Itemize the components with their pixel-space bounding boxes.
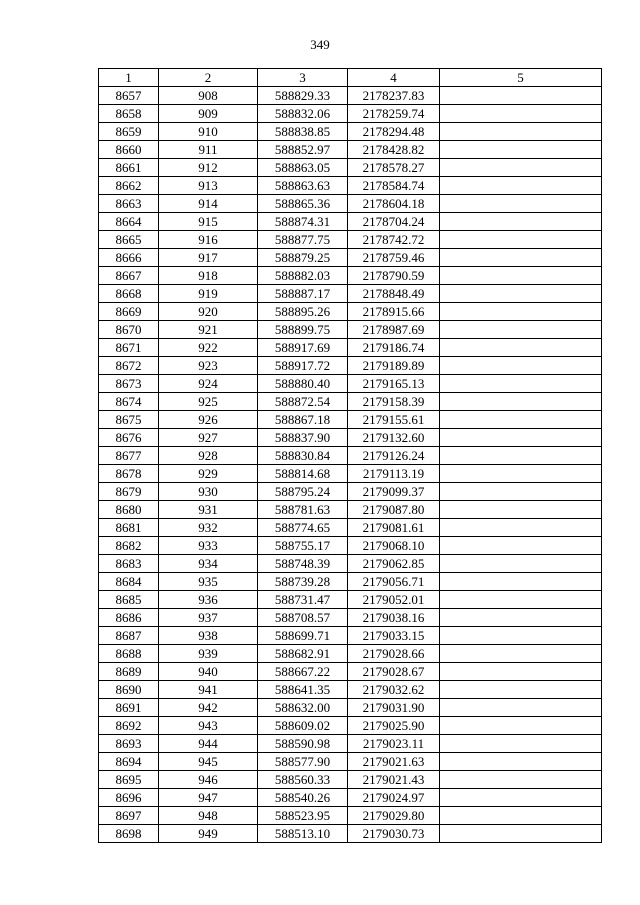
table-cell: 2179029.80 xyxy=(348,807,440,825)
table-cell xyxy=(440,393,602,411)
table-cell: 2179189.89 xyxy=(348,357,440,375)
table-cell: 8663 xyxy=(99,195,159,213)
table-cell: 8684 xyxy=(99,573,159,591)
table-cell: 8685 xyxy=(99,591,159,609)
table-cell: 2178704.24 xyxy=(348,213,440,231)
table-row xyxy=(99,483,602,501)
table-row xyxy=(99,591,602,609)
column-header: 2 xyxy=(159,69,258,87)
table-row xyxy=(99,177,602,195)
table-cell xyxy=(440,105,602,123)
table-cell: 927 xyxy=(159,429,258,447)
table-cell: 928 xyxy=(159,447,258,465)
table-row xyxy=(99,789,602,807)
table-cell: 8675 xyxy=(99,411,159,429)
table-cell: 8661 xyxy=(99,159,159,177)
column-header: 3 xyxy=(258,69,348,87)
table-row xyxy=(99,267,602,285)
table-cell: 588880.40 xyxy=(258,375,348,393)
table-cell: 941 xyxy=(159,681,258,699)
table-cell: 588882.03 xyxy=(258,267,348,285)
table-cell: 2178759.46 xyxy=(348,249,440,267)
table-cell xyxy=(440,303,602,321)
table-cell xyxy=(440,429,602,447)
table-cell: 588682.91 xyxy=(258,645,348,663)
table-cell: 588874.31 xyxy=(258,213,348,231)
table-cell: 8669 xyxy=(99,303,159,321)
table-row xyxy=(99,105,602,123)
table-cell: 588795.24 xyxy=(258,483,348,501)
table-row xyxy=(99,159,602,177)
table-cell: 930 xyxy=(159,483,258,501)
table-cell: 8674 xyxy=(99,393,159,411)
table-cell: 588872.54 xyxy=(258,393,348,411)
table-cell: 8679 xyxy=(99,483,159,501)
table-row xyxy=(99,735,602,753)
table-row xyxy=(99,285,602,303)
table-cell: 8690 xyxy=(99,681,159,699)
table-cell: 588609.02 xyxy=(258,717,348,735)
table-row xyxy=(99,195,602,213)
table-cell: 2178584.74 xyxy=(348,177,440,195)
table-cell: 588513.10 xyxy=(258,825,348,843)
table-cell: 2179062.85 xyxy=(348,555,440,573)
table-cell: 588837.90 xyxy=(258,429,348,447)
table-cell: 2178848.49 xyxy=(348,285,440,303)
table-cell: 8662 xyxy=(99,177,159,195)
table-cell: 588667.22 xyxy=(258,663,348,681)
table-cell: 912 xyxy=(159,159,258,177)
table-cell: 2179033.15 xyxy=(348,627,440,645)
table-cell xyxy=(440,663,602,681)
table-row xyxy=(99,825,602,843)
table-cell: 8678 xyxy=(99,465,159,483)
table-row xyxy=(99,321,602,339)
table-cell: 2179025.90 xyxy=(348,717,440,735)
table-row xyxy=(99,555,602,573)
table-cell: 923 xyxy=(159,357,258,375)
table-body xyxy=(99,87,602,843)
table-cell: 932 xyxy=(159,519,258,537)
table-cell: 588830.84 xyxy=(258,447,348,465)
table-cell: 8657 xyxy=(99,87,159,105)
table-row xyxy=(99,771,602,789)
table-cell: 2178915.66 xyxy=(348,303,440,321)
table-cell xyxy=(440,735,602,753)
table-row xyxy=(99,303,602,321)
table-cell: 2179113.19 xyxy=(348,465,440,483)
table-cell: 588832.06 xyxy=(258,105,348,123)
table-row xyxy=(99,627,602,645)
table-cell xyxy=(440,159,602,177)
table-cell: 2178742.72 xyxy=(348,231,440,249)
table-cell xyxy=(440,141,602,159)
table-cell: 8667 xyxy=(99,267,159,285)
table-cell: 8691 xyxy=(99,699,159,717)
table-cell: 2179056.71 xyxy=(348,573,440,591)
table-row xyxy=(99,447,602,465)
table-cell: 2179155.61 xyxy=(348,411,440,429)
table-cell: 909 xyxy=(159,105,258,123)
column-header: 4 xyxy=(348,69,440,87)
table-cell: 8666 xyxy=(99,249,159,267)
table-row xyxy=(99,87,602,105)
table-cell: 8687 xyxy=(99,627,159,645)
table-cell: 937 xyxy=(159,609,258,627)
table-cell: 8683 xyxy=(99,555,159,573)
table-cell: 922 xyxy=(159,339,258,357)
table-row xyxy=(99,213,602,231)
coordinates-table xyxy=(98,68,602,843)
table-cell xyxy=(440,717,602,735)
table-cell: 588708.57 xyxy=(258,609,348,627)
table-cell: 913 xyxy=(159,177,258,195)
table-cell: 8694 xyxy=(99,753,159,771)
table-cell: 588755.17 xyxy=(258,537,348,555)
table-cell xyxy=(440,627,602,645)
table-cell: 2178987.69 xyxy=(348,321,440,339)
table-cell: 2178790.59 xyxy=(348,267,440,285)
table-cell: 588899.75 xyxy=(258,321,348,339)
table-cell: 8692 xyxy=(99,717,159,735)
table-cell: 588879.25 xyxy=(258,249,348,267)
table-cell xyxy=(440,267,602,285)
table-cell: 8665 xyxy=(99,231,159,249)
table-cell: 917 xyxy=(159,249,258,267)
table-cell xyxy=(440,771,602,789)
table-cell: 8686 xyxy=(99,609,159,627)
table-cell xyxy=(440,555,602,573)
table-cell: 2179032.62 xyxy=(348,681,440,699)
table-cell: 8676 xyxy=(99,429,159,447)
column-header: 1 xyxy=(99,69,159,87)
table-cell xyxy=(440,807,602,825)
table-row xyxy=(99,681,602,699)
table-cell: 938 xyxy=(159,627,258,645)
table-cell: 2179021.63 xyxy=(348,753,440,771)
table-cell: 916 xyxy=(159,231,258,249)
table-cell: 934 xyxy=(159,555,258,573)
table-cell: 2179031.90 xyxy=(348,699,440,717)
table-cell xyxy=(440,339,602,357)
table-row xyxy=(99,753,602,771)
table-cell: 936 xyxy=(159,591,258,609)
table-row xyxy=(99,645,602,663)
table-cell: 8659 xyxy=(99,123,159,141)
table-cell: 2179081.61 xyxy=(348,519,440,537)
table-cell xyxy=(440,573,602,591)
table-cell xyxy=(440,123,602,141)
table-cell: 2179099.37 xyxy=(348,483,440,501)
table-cell xyxy=(440,375,602,393)
table-cell: 588852.97 xyxy=(258,141,348,159)
table-cell: 8668 xyxy=(99,285,159,303)
table-cell: 8698 xyxy=(99,825,159,843)
table-cell xyxy=(440,177,602,195)
table-cell: 588590.98 xyxy=(258,735,348,753)
table-cell: 935 xyxy=(159,573,258,591)
table-row xyxy=(99,393,602,411)
table-row xyxy=(99,339,602,357)
table-cell: 2178294.48 xyxy=(348,123,440,141)
table-cell xyxy=(440,249,602,267)
table-cell: 946 xyxy=(159,771,258,789)
table-cell: 2179024.97 xyxy=(348,789,440,807)
table-cell: 588774.65 xyxy=(258,519,348,537)
table-cell: 588731.47 xyxy=(258,591,348,609)
table-cell xyxy=(440,357,602,375)
table-cell: 588877.75 xyxy=(258,231,348,249)
table-row xyxy=(99,357,602,375)
table-cell xyxy=(440,465,602,483)
table-cell: 925 xyxy=(159,393,258,411)
table-cell: 949 xyxy=(159,825,258,843)
table-cell xyxy=(440,825,602,843)
table-cell xyxy=(440,591,602,609)
table-row xyxy=(99,141,602,159)
table-cell xyxy=(440,483,602,501)
table-cell: 920 xyxy=(159,303,258,321)
table-cell xyxy=(440,501,602,519)
table-header xyxy=(99,69,602,87)
table-cell xyxy=(440,537,602,555)
table-cell: 2179087.80 xyxy=(348,501,440,519)
table-row xyxy=(99,663,602,681)
table-cell xyxy=(440,753,602,771)
table-cell: 8688 xyxy=(99,645,159,663)
table-cell: 8658 xyxy=(99,105,159,123)
table-row xyxy=(99,411,602,429)
table-cell: 2179023.11 xyxy=(348,735,440,753)
table-cell: 926 xyxy=(159,411,258,429)
table-cell xyxy=(440,411,602,429)
table-row xyxy=(99,519,602,537)
table-row xyxy=(99,609,602,627)
table-cell xyxy=(440,321,602,339)
table-row xyxy=(99,465,602,483)
table-cell: 588540.26 xyxy=(258,789,348,807)
table-cell: 2179186.74 xyxy=(348,339,440,357)
table-row xyxy=(99,717,602,735)
table-cell: 2179068.10 xyxy=(348,537,440,555)
table-cell: 588863.63 xyxy=(258,177,348,195)
table-cell: 2179038.16 xyxy=(348,609,440,627)
table-row xyxy=(99,537,602,555)
table-row xyxy=(99,807,602,825)
table-cell: 2179126.24 xyxy=(348,447,440,465)
table-cell: 588560.33 xyxy=(258,771,348,789)
table-cell: 588577.90 xyxy=(258,753,348,771)
table-cell: 2179028.66 xyxy=(348,645,440,663)
table-cell: 915 xyxy=(159,213,258,231)
table-cell xyxy=(440,681,602,699)
table-cell xyxy=(440,645,602,663)
table-cell: 947 xyxy=(159,789,258,807)
table-cell: 2179028.67 xyxy=(348,663,440,681)
table-cell: 918 xyxy=(159,267,258,285)
table-cell: 948 xyxy=(159,807,258,825)
table-row xyxy=(99,375,602,393)
table-cell: 2178259.74 xyxy=(348,105,440,123)
table-cell: 588781.63 xyxy=(258,501,348,519)
table-cell: 8660 xyxy=(99,141,159,159)
table-cell: 8681 xyxy=(99,519,159,537)
table-cell: 588863.05 xyxy=(258,159,348,177)
table-cell: 944 xyxy=(159,735,258,753)
table-cell: 943 xyxy=(159,717,258,735)
table-cell: 2178604.18 xyxy=(348,195,440,213)
table-cell: 940 xyxy=(159,663,258,681)
table-cell: 2179158.39 xyxy=(348,393,440,411)
table-cell: 2179052.01 xyxy=(348,591,440,609)
table-cell: 8697 xyxy=(99,807,159,825)
table-cell: 588632.00 xyxy=(258,699,348,717)
table-row xyxy=(99,429,602,447)
table-cell: 8671 xyxy=(99,339,159,357)
table-cell: 921 xyxy=(159,321,258,339)
table-cell: 588739.28 xyxy=(258,573,348,591)
table-cell: 8677 xyxy=(99,447,159,465)
table-cell: 2179030.73 xyxy=(348,825,440,843)
table-cell xyxy=(440,789,602,807)
table-cell: 588641.35 xyxy=(258,681,348,699)
table-cell: 8680 xyxy=(99,501,159,519)
table-cell: 588917.69 xyxy=(258,339,348,357)
table-cell xyxy=(440,213,602,231)
page-number: 349 xyxy=(310,37,330,52)
table-cell: 8693 xyxy=(99,735,159,753)
table-cell: 2179132.60 xyxy=(348,429,440,447)
table-cell: 8672 xyxy=(99,357,159,375)
table-cell: 588829.33 xyxy=(258,87,348,105)
table-cell: 588838.85 xyxy=(258,123,348,141)
table-cell: 588917.72 xyxy=(258,357,348,375)
table-cell: 2178237.83 xyxy=(348,87,440,105)
table-cell: 8689 xyxy=(99,663,159,681)
table-cell: 8664 xyxy=(99,213,159,231)
table-cell: 8673 xyxy=(99,375,159,393)
table-row xyxy=(99,249,602,267)
table-cell: 929 xyxy=(159,465,258,483)
table-cell: 908 xyxy=(159,87,258,105)
table-cell xyxy=(440,447,602,465)
table-cell: 2178578.27 xyxy=(348,159,440,177)
table-cell: 942 xyxy=(159,699,258,717)
table-cell xyxy=(440,519,602,537)
table-cell: 945 xyxy=(159,753,258,771)
table-row xyxy=(99,573,602,591)
table-cell: 588865.36 xyxy=(258,195,348,213)
table-cell: 939 xyxy=(159,645,258,663)
table-row xyxy=(99,123,602,141)
table-cell xyxy=(440,609,602,627)
table-cell: 588523.95 xyxy=(258,807,348,825)
table-cell: 8695 xyxy=(99,771,159,789)
table-row xyxy=(99,501,602,519)
table-cell: 911 xyxy=(159,141,258,159)
table-cell: 2178428.82 xyxy=(348,141,440,159)
header-row xyxy=(99,69,602,87)
table-cell: 8696 xyxy=(99,789,159,807)
table-cell: 924 xyxy=(159,375,258,393)
table-cell: 588699.71 xyxy=(258,627,348,645)
table-cell xyxy=(440,195,602,213)
table-cell: 931 xyxy=(159,501,258,519)
table-cell: 933 xyxy=(159,537,258,555)
table-row xyxy=(99,699,602,717)
table-cell: 2179021.43 xyxy=(348,771,440,789)
table-cell: 588887.17 xyxy=(258,285,348,303)
table-cell xyxy=(440,87,602,105)
table-cell: 588867.18 xyxy=(258,411,348,429)
table-cell xyxy=(440,285,602,303)
table-cell: 914 xyxy=(159,195,258,213)
table-row xyxy=(99,231,602,249)
table-cell: 919 xyxy=(159,285,258,303)
table-cell xyxy=(440,699,602,717)
table-cell: 8682 xyxy=(99,537,159,555)
table-cell: 588748.39 xyxy=(258,555,348,573)
table-cell: 8670 xyxy=(99,321,159,339)
table-cell: 588895.26 xyxy=(258,303,348,321)
column-header: 5 xyxy=(440,69,602,87)
table-cell: 2179165.13 xyxy=(348,375,440,393)
table-cell: 588814.68 xyxy=(258,465,348,483)
table-cell: 910 xyxy=(159,123,258,141)
table-cell xyxy=(440,231,602,249)
